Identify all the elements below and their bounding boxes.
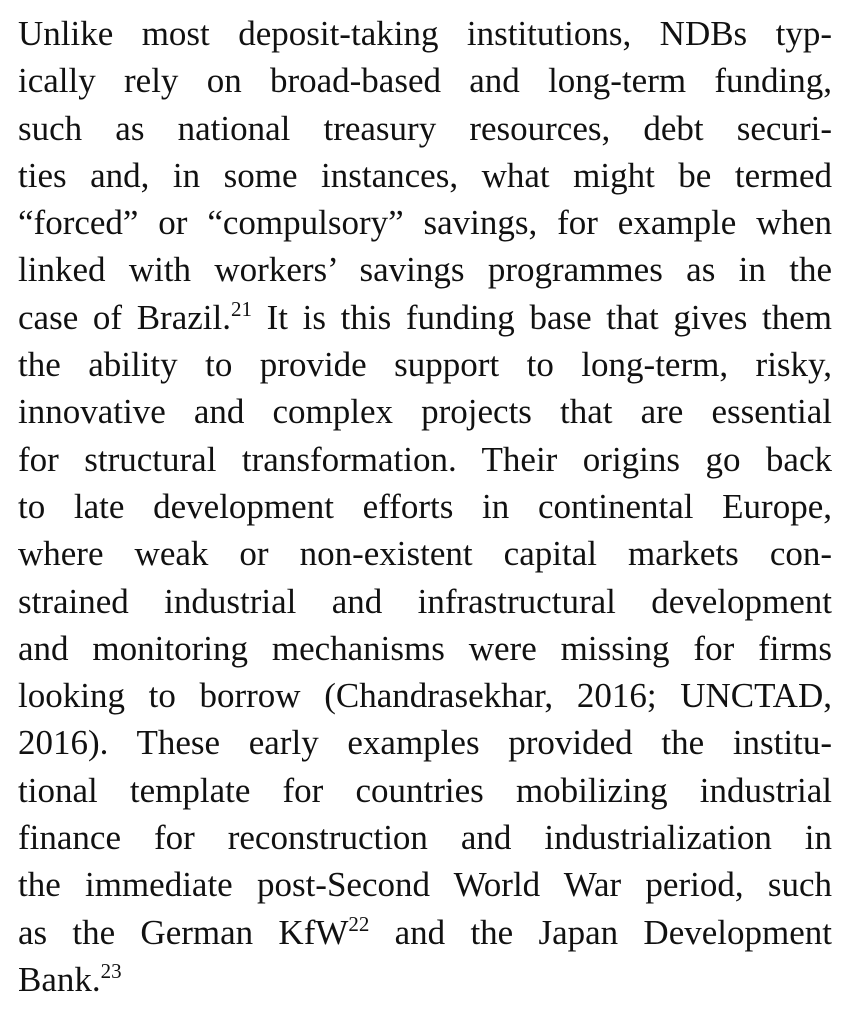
text-line: such as national treasury resources, debt securi- (18, 108, 833, 148)
text-line: tional template for countries mobilizing industrial (18, 770, 832, 810)
text-line: Unlike most deposit-taking institutions, NDBs typ- (18, 14, 833, 53)
text-line: where weak or non-existent capital markets con- (18, 534, 833, 574)
text-line: linked with workers’ savings programmes as in the (18, 250, 832, 290)
text-line: for structural transformation. Their origins go back (18, 439, 833, 479)
footnote-marker: 23 (100, 958, 122, 983)
text-line: as the German KfW$^{22}$ and the Japan Development (18, 911, 832, 952)
footnote-marker: 21 (230, 296, 252, 321)
body-paragraph (18, 10, 832, 1003)
text-line: “forced” or “compulsory” savings, for example when (18, 203, 833, 243)
text-line: finance for reconstruction and industrialization in (18, 818, 833, 858)
text-line: to late development efforts in continental Europe, (18, 486, 832, 526)
text-line: ically rely on broad-based and long-term funding, (18, 61, 832, 101)
text-line: looking to borrow (Chandrasekhar, 2016; UNCTAD, (18, 676, 832, 716)
text-line: the ability to provide support to long-term, risky, (18, 345, 833, 385)
footnote-marker: 22 (348, 911, 370, 936)
text-line: Bank.$^{23}$ (18, 958, 122, 999)
text-line: case of Brazil.$^{21}$ It is this funding base that gives them (18, 296, 832, 337)
text-line: 2016). These early examples provided the institu- (18, 723, 833, 763)
text-line: innovative and complex projects that are essential (18, 392, 832, 432)
text-line: the immediate post-Second World War period, such (18, 865, 832, 905)
text-line: and monitoring mechanisms were missing for firms (18, 628, 832, 668)
text-line: ties and, in some instances, what might be termed (18, 155, 833, 195)
text-line: strained industrial and infrastructural development (18, 581, 832, 621)
